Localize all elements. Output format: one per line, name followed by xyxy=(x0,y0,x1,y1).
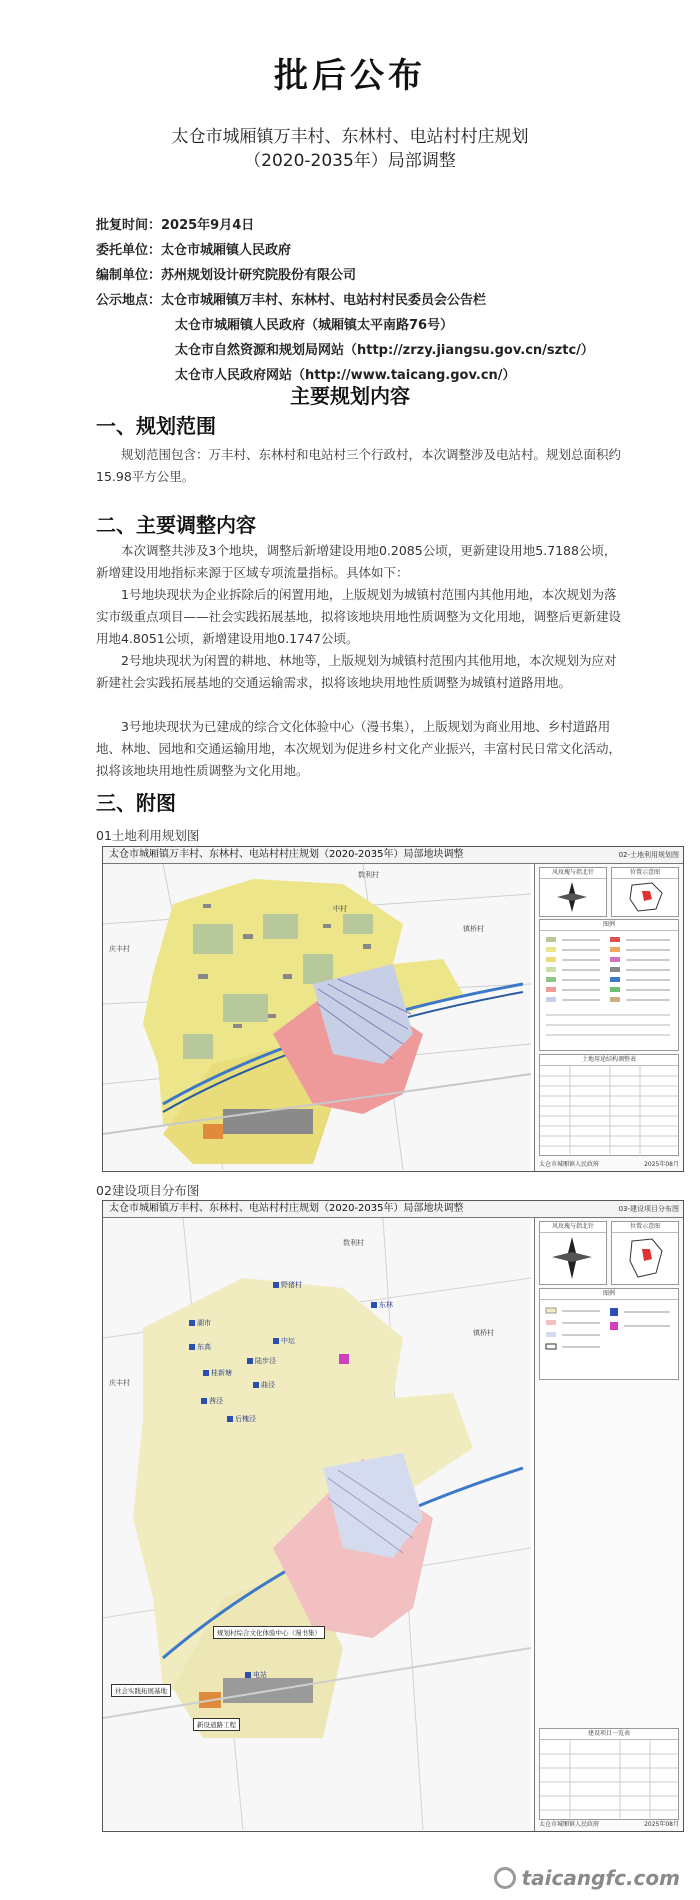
map-1-title: 太仓市城厢镇万丰村、东林村、电站村村庄规划（2020-2035年）局部地块调整 02-土地利用规划图 xyxy=(103,847,683,864)
project-label-2: 东林 xyxy=(379,1301,393,1309)
map-1-place-3: 庆丰村 xyxy=(109,945,130,953)
project-label-7: 桂新塘 xyxy=(211,1369,232,1377)
section-2-para-3: 2号地块现状为闲置的耕地、林地等，上版规划为城镇村范围内其他用地，本次规划为应对新建社会实践拓展基地的交通运输需求，拟将该地块用地性质调整为城镇村道路用地。 xyxy=(96,653,617,690)
project-distribution-map xyxy=(102,1200,684,1832)
map-1-footer: 太仓市城厢镇人民政府 2025年08月 xyxy=(539,1161,679,1168)
location-1: 公示地点：太仓市城厢镇万丰村、东林村、电站村村民委员会公告栏 xyxy=(96,293,487,308)
project-label-1: 野猪村 xyxy=(281,1281,302,1289)
map-2-place-2: 数利村 xyxy=(343,1239,364,1247)
map-2-label: 02建设项目分布图 xyxy=(96,1183,200,1198)
map-2-place-3: 镇桥村 xyxy=(473,1329,494,1337)
map-1-legend xyxy=(534,864,683,1171)
map-1-legend-box: 图例 xyxy=(539,919,679,1051)
plan-title-line1: 太仓市城厢镇万丰村、东林村、电站村村庄规划 xyxy=(171,127,529,147)
project-label-9: 茜泾 xyxy=(209,1397,223,1405)
section-3-title: 三、附图 xyxy=(96,791,176,815)
map-2-location-box: 位置示意图 xyxy=(611,1221,679,1285)
map-2-legend-box: 图例 xyxy=(539,1288,679,1380)
land-use-plan-map xyxy=(102,846,684,1172)
map-1-canvas xyxy=(103,864,531,1171)
map-2-compass-box: 风玫瑰与指北针 xyxy=(539,1221,607,1285)
map-2-code: 03-建设项目分布图 xyxy=(618,1205,679,1213)
callout-practice-base: 社会实践拓展基地 xyxy=(111,1684,171,1697)
site-watermark xyxy=(494,1866,680,1890)
callout-culture-center: 规划村综合文化体验中心（漫书集） xyxy=(213,1626,325,1639)
section-1-title: 一、规划范围 xyxy=(96,414,216,438)
project-label-3: 湖市 xyxy=(197,1319,211,1327)
location-4: 太仓市人民政府网站（http://www.taicang.gov.cn/） xyxy=(175,368,516,383)
map-2-canvas xyxy=(103,1218,531,1831)
info-block xyxy=(96,213,594,388)
callout-new-road: 新设道路工程 xyxy=(193,1718,240,1731)
section-2-para-1: 本次调整共涉及3个地块，调整后新增建设用地0.2085公顷，更新建设用地5.7188公顷，新增建设用地指标来源于区域专项流量指标。具体如下： xyxy=(96,543,617,580)
map-2-place-1: 庆丰村 xyxy=(109,1379,130,1387)
map-1-label: 01土地利用规划图 xyxy=(96,828,200,843)
page-title: 批后公布 xyxy=(274,56,426,96)
location-3: 太仓市自然资源和规划局网站（http://zrzy.jiangsu.gov.cn/sztc/） xyxy=(175,343,594,358)
client-unit: 委托单位：太仓市城厢镇人民政府 xyxy=(96,243,292,258)
section-1-para: 规划范围包含：万丰村、东林村和电站村三个行政村，本次调整涉及电站村。规划总面积约15.98平方公里。 xyxy=(96,447,622,484)
project-label-4: 东高 xyxy=(197,1343,211,1351)
project-label-5: 中坛 xyxy=(281,1337,295,1345)
map-2-table-box: 建设项目一览表 xyxy=(539,1728,679,1820)
map-1-place-1: 数利村 xyxy=(358,871,379,879)
map-1-place-4: 镇桥村 xyxy=(463,925,484,933)
map-1-location-box: 位置示意图 xyxy=(611,867,679,917)
project-label-11: 电站 xyxy=(253,1671,267,1679)
section-2-para-4: 3号地块现状为已建成的综合文化体验中心（漫书集），上版规划为商业用地、乡村道路用地、林地、园地和交通运输用地，本次规划为促进乡村文化产业振兴，丰富村民日常文化活动，拟将该地块用地性质调整为文化用地。 xyxy=(96,719,622,778)
main-heading: 主要规划内容 xyxy=(290,384,410,408)
project-label-6: 陆步泾 xyxy=(255,1357,276,1365)
map-1-compass-box: 风玫瑰与指北针 xyxy=(539,867,607,917)
editor-unit: 编制单位：苏州规划设计研究院股份有限公司 xyxy=(96,268,357,283)
map-1-place-2: 中村 xyxy=(333,905,347,913)
project-label-8: 曲泾 xyxy=(261,1381,275,1389)
watermark-text: taicangfc.com xyxy=(521,1866,680,1890)
map-1-code: 02-土地利用规划图 xyxy=(618,851,679,859)
project-label-10: 后槐泾 xyxy=(235,1415,256,1423)
section-2-para-2: 1号地块现状为企业拆除后的闲置用地，上版规划为城镇村范围内其他用地，本次规划为落实市级重点项目——社会实践拓展基地，拟将该地块用地性质调整为文化用地，调整后更新建设用地4.8051公顷，新增建设用地0.1747公顷。 xyxy=(96,587,622,646)
map-2-title: 太仓市城厢镇万丰村、东林村、电站村村庄规划（2020-2035年）局部地块调整 03-建设项目分布图 xyxy=(103,1201,683,1218)
watermark-logo-icon xyxy=(494,1867,516,1889)
map-1-table-box: 土地用途结构调整表 xyxy=(539,1054,679,1156)
location-2: 太仓市城厢镇人民政府（城厢镇太平南路76号） xyxy=(175,318,454,333)
plan-title-line2: （2020-2035年）局部调整 xyxy=(244,151,456,171)
section-2-title: 二、主要调整内容 xyxy=(96,513,256,537)
map-2-legend xyxy=(534,1218,683,1831)
approval-time: 批复时间：2025年9月4日 xyxy=(96,218,255,233)
map-2-footer: 太仓市城厢镇人民政府 2025年08月 xyxy=(539,1821,679,1828)
